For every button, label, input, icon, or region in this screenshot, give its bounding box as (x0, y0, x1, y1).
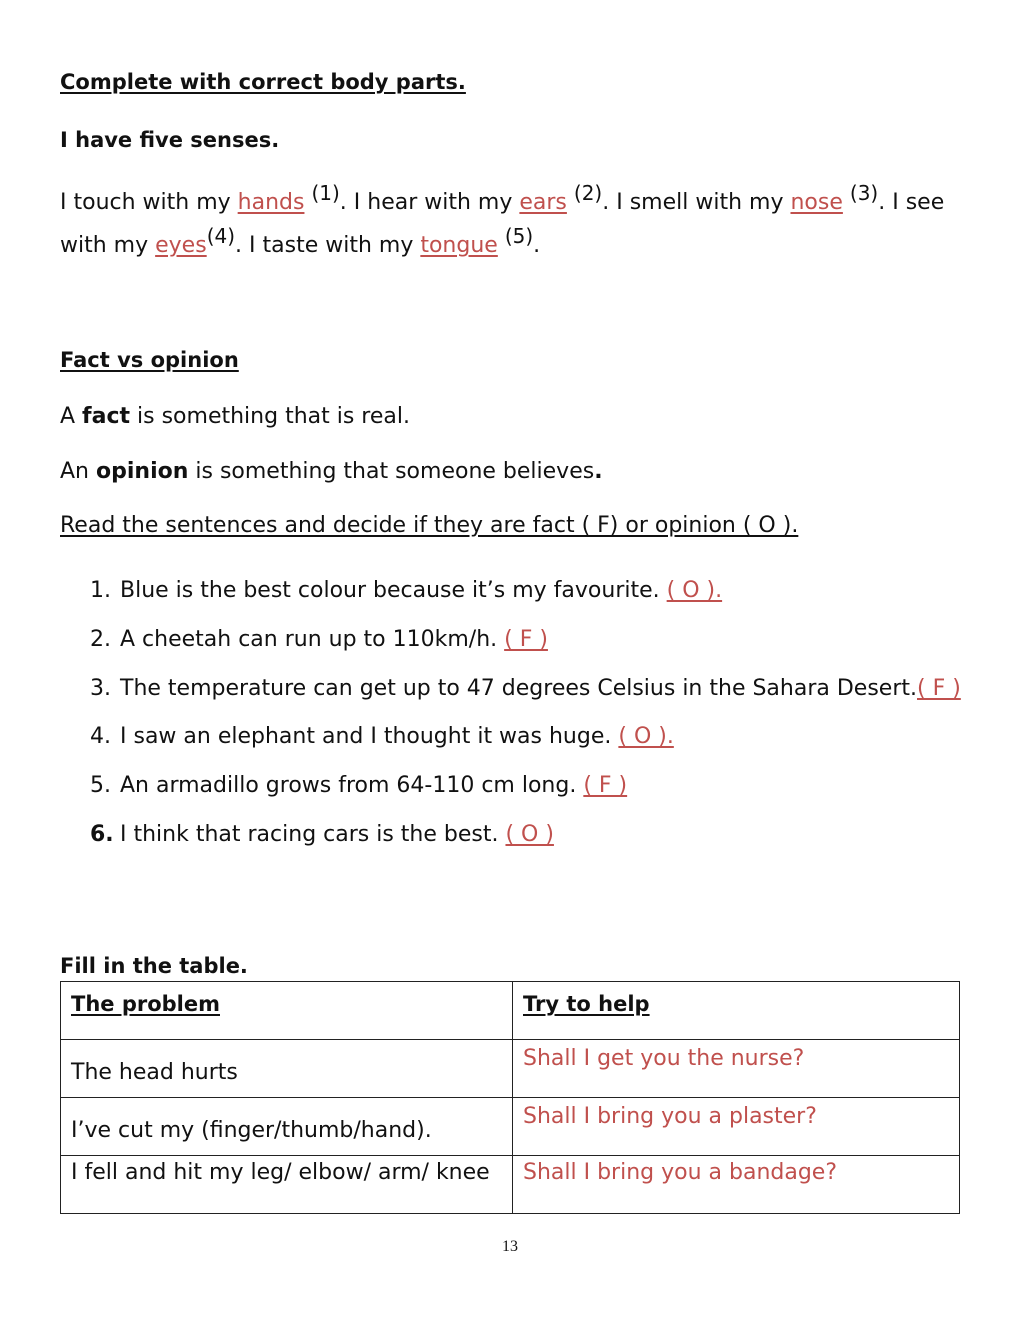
header-help (513, 982, 960, 1040)
item-text: I think that racing cars is the best. (120, 822, 506, 847)
item-number: 2. (90, 627, 111, 652)
table-header-row (61, 982, 960, 1040)
footnote-4: (4) (206, 224, 236, 248)
item-text: The temperature can get up to 47 degrees Celsius in the Sahara Desert. (120, 676, 917, 701)
item-answer: ( O ) (505, 822, 554, 847)
item-answer: ( F ) (583, 773, 628, 798)
fact-term: fact (82, 404, 131, 429)
list-item (90, 724, 674, 749)
opinion-term: opinion (96, 459, 189, 484)
sentence-text: . I taste with my (235, 233, 421, 258)
item-number: 5. (90, 773, 111, 798)
footnote-3: (3) (849, 181, 879, 205)
item-number: 1. (90, 578, 111, 603)
senses-line-1 (60, 181, 945, 215)
sentence-text: I touch with my (60, 190, 238, 215)
problem-cell: I’ve cut my (finger/thumb/hand). (61, 1098, 513, 1156)
help-cell: Shall I bring you a plaster? (513, 1098, 960, 1156)
problem-cell: The head hurts (61, 1040, 513, 1098)
answer-tongue: tongue (420, 233, 498, 258)
body-parts-title: Complete with correct body parts. (60, 70, 466, 94)
footnote-5: (5) (504, 224, 534, 248)
definition-text: is something that is real. (130, 404, 410, 429)
item-text: A cheetah can run up to 110km/h. (120, 627, 505, 652)
item-number: 6. (90, 822, 114, 847)
list-item (90, 578, 722, 603)
sentence-text: . I see (878, 190, 945, 215)
answer-ears: ears (519, 190, 567, 215)
page-number: 13 (502, 1238, 518, 1255)
footnote-1: (1) (311, 181, 340, 205)
help-cell: Shall I get you the nurse? (513, 1040, 960, 1098)
senses-line-2 (60, 224, 541, 258)
header-problem (61, 982, 513, 1040)
definition-text: . (594, 459, 603, 484)
help-cell: Shall I bring you a bandage? (513, 1156, 960, 1214)
list-item (90, 822, 554, 847)
table-title: Fill in the table. (60, 954, 248, 978)
item-text: An armadillo grows from 64-110 cm long. (120, 773, 584, 798)
fact-opinion-instruction: Read the sentences and decide if they are fact ( F) or opinion ( O ). (60, 513, 799, 538)
item-number: 4. (90, 724, 111, 749)
five-senses-subtitle: I have five senses. (60, 128, 280, 152)
answer-nose: nose (790, 190, 843, 215)
footnote-2: (2) (573, 181, 603, 205)
item-answer: ( F ) (504, 627, 548, 652)
problem-help-table (60, 981, 960, 1214)
problem-cell: I fell and hit my leg/ elbow/ arm/ knee (61, 1156, 513, 1214)
item-answer: ( O ). (666, 578, 723, 603)
fact-opinion-title: Fact vs opinion (60, 348, 239, 372)
item-answer: ( F ) (917, 676, 961, 701)
item-answer: ( O ). (618, 724, 674, 749)
opinion-definition (60, 459, 603, 484)
sentence-text: . I hear with my (339, 190, 520, 215)
fact-definition (60, 404, 410, 429)
item-number: 3. (90, 676, 111, 701)
sentence-text: . I smell with my (602, 190, 791, 215)
sentence-text: with my (60, 233, 156, 258)
definition-text: An (60, 459, 96, 484)
header-help-label: Try to help (523, 992, 650, 1016)
answer-hands: hands (237, 190, 305, 215)
list-item (90, 676, 961, 701)
table-row (61, 1098, 960, 1156)
definition-text: A (60, 404, 83, 429)
table-row (61, 1156, 960, 1214)
item-text: I saw an elephant and I thought it was huge. (120, 724, 619, 749)
list-item (90, 627, 548, 652)
item-text: Blue is the best colour because it’s my favourite. (120, 578, 667, 603)
definition-text: is something that someone believes (188, 459, 595, 484)
worksheet-page (60, 0, 960, 1320)
list-item (90, 773, 627, 798)
table-row (61, 1040, 960, 1098)
sentence-text: . (533, 233, 541, 258)
header-problem-label: The problem (71, 992, 220, 1016)
answer-eyes: eyes (155, 233, 207, 258)
